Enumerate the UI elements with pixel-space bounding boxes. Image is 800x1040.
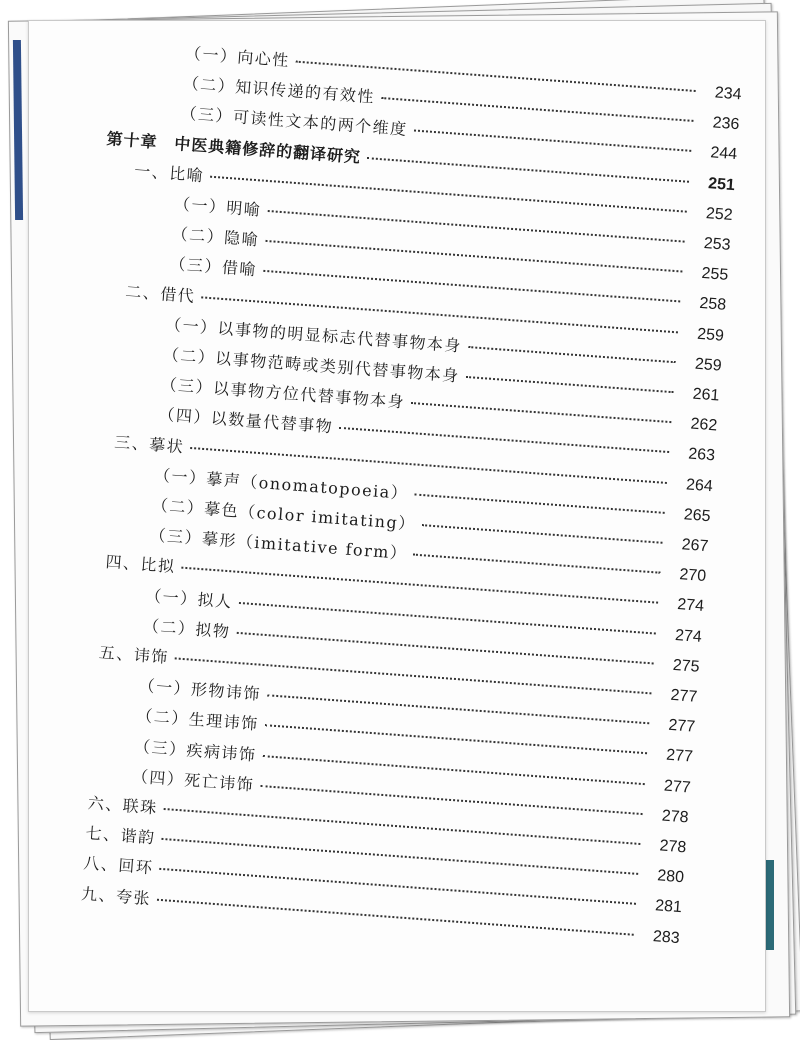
toc-page-number: 234 xyxy=(714,84,743,104)
leader-dots xyxy=(414,493,665,513)
toc-page-number: 251 xyxy=(707,174,736,194)
leader-dots xyxy=(422,524,663,544)
toc-entry-label: 七、谐韵 xyxy=(84,823,157,848)
toc-page-number: 278 xyxy=(658,837,687,857)
toc-page-number: 274 xyxy=(674,626,703,646)
toc-entry-label: （一）向心性 xyxy=(184,43,291,71)
toc-entry-label: （二）知识传递的有效性 xyxy=(182,73,376,107)
toc-page-number: 275 xyxy=(672,656,701,676)
toc-entry-label: （二）以事物范畴或类别代替事物本身 xyxy=(162,344,461,386)
toc-entry-label: （二）生理讳饰 xyxy=(135,706,260,735)
toc-entry-label: （三）可读性文本的两个维度 xyxy=(179,103,409,140)
toc-page-number: 270 xyxy=(678,566,707,586)
toc-entry-label: （三）借喻 xyxy=(168,254,258,280)
toc-entry-label: 九、夸张 xyxy=(80,883,152,908)
toc-entry-label: （一）拟人 xyxy=(144,585,234,612)
toc-entry-label: 六、联珠 xyxy=(87,793,159,818)
toc-entry-label: （二）摹色（color imitating） xyxy=(151,495,417,534)
toc-page-number: 277 xyxy=(663,777,692,797)
toc-entry-label: （二）拟物 xyxy=(142,615,232,642)
leader-dots xyxy=(468,346,676,363)
toc-page-number: 280 xyxy=(656,867,685,887)
toc-page-number: 277 xyxy=(667,716,696,736)
toc-page-number: 277 xyxy=(665,747,694,766)
toc-page-number: 281 xyxy=(654,897,683,917)
toc-entry-label: 一、比喻 xyxy=(133,160,205,186)
toc-page-number: 265 xyxy=(683,506,712,526)
toc-page-number: 258 xyxy=(698,295,727,315)
leader-dots xyxy=(466,376,674,393)
table-of-contents xyxy=(28,21,763,1012)
toc-page-number: 253 xyxy=(703,235,732,254)
toc-page-number: 244 xyxy=(709,144,738,164)
toc-page-number: 263 xyxy=(687,445,716,465)
toc-entry-label: （二）隐喻 xyxy=(171,224,260,250)
toc-entry-label: 第十章 中医典籍修辞的翻译研究 xyxy=(105,128,362,167)
toc-entry-label: （三）以事物方位代替事物本身 xyxy=(160,374,406,412)
toc-page-number: 255 xyxy=(700,265,729,285)
toc-entry-label: （四）死亡讳饰 xyxy=(131,766,255,795)
toc-entry-label: （三）摹形（imitative form） xyxy=(148,525,409,564)
toc-entry-label: 三、摹状 xyxy=(113,432,185,457)
toc-entry-label: （三）疾病讳饰 xyxy=(133,736,258,765)
toc-page-number: 259 xyxy=(694,355,723,375)
toc-entry-label: （一）以事物的明显标志代替事物本身 xyxy=(164,314,463,356)
toc-entry-label: （四）以数量代替事物 xyxy=(157,404,334,437)
toc-page-number: 283 xyxy=(652,927,681,947)
toc-page-number: 262 xyxy=(689,415,718,435)
toc-page-number: 264 xyxy=(685,475,714,495)
toc-page-number: 259 xyxy=(696,325,725,345)
book-cover-edge-teal xyxy=(766,860,774,950)
toc-page-number: 236 xyxy=(712,114,740,134)
leader-dots xyxy=(413,554,660,574)
toc-page-number: 267 xyxy=(681,536,709,556)
toc-page-number: 277 xyxy=(670,686,698,706)
toc-entry-label: （一）摹声（onomatopoeia） xyxy=(153,465,409,503)
toc-page-number: 261 xyxy=(692,385,721,405)
toc-page xyxy=(28,20,766,1012)
toc-entry-label: 八、回环 xyxy=(82,853,154,878)
toc-entry-label: （一）明喻 xyxy=(173,194,262,220)
toc-page-number: 252 xyxy=(705,204,734,224)
toc-page-number: 278 xyxy=(661,807,690,827)
toc-entry-label: 二、借代 xyxy=(124,281,197,306)
toc-page-number: 274 xyxy=(676,596,705,616)
toc-entry-label: （一）形物讳饰 xyxy=(137,676,262,704)
toc-entry-label: 五、讳饰 xyxy=(98,642,170,667)
toc-entry-label: 四、比拟 xyxy=(104,552,177,577)
